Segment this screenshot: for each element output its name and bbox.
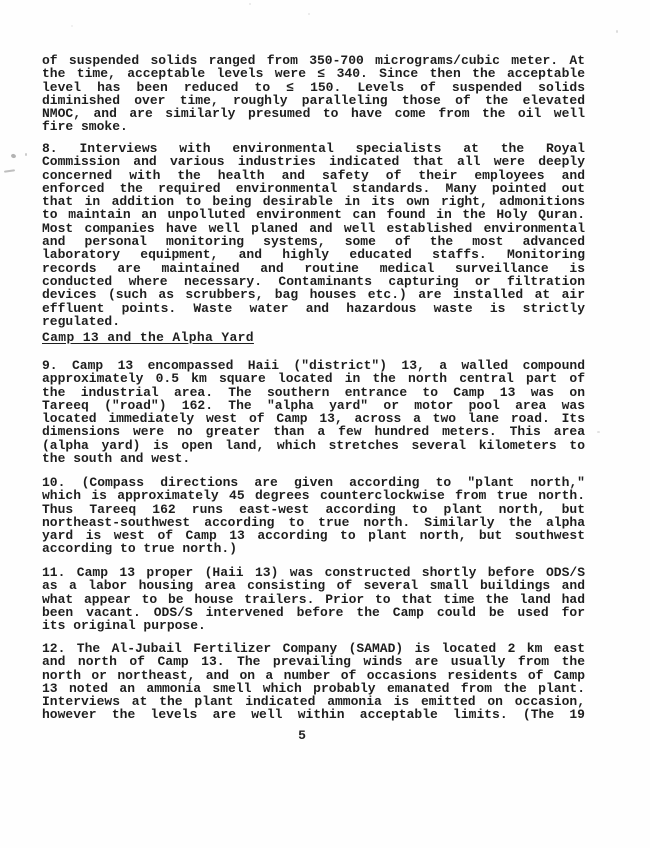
text-line: Thus Tareeq 162 runs east-west according to plant north, but	[42, 501, 585, 517]
text-line: 8. Interviews with environmental specialists at the Royal	[42, 141, 585, 156]
paragraph-8-interviews	[42, 142, 585, 328]
text-line: its original purpose.	[42, 618, 206, 634]
text-line: which is approximately 45 degrees counterclockwise from true north.	[42, 488, 585, 504]
section-heading: Camp 13 and the Alpha Yard	[42, 330, 254, 345]
scan-artifact	[249, 3, 251, 5]
text-line: and north of Camp 13. The prevailing winds are usually from the	[42, 654, 585, 670]
text-line: 9. Camp 13 encompassed Haii ("district") 13, a walled compound	[42, 358, 585, 373]
text-line: according to true north.)	[42, 541, 238, 557]
text-line: been vacant. ODS/S intervened before the Camp could be used for	[42, 604, 585, 620]
text-line: Commission and various industries indicated that all were deeply	[42, 154, 585, 170]
paragraph-10-compass	[42, 476, 585, 556]
paragraph-12-fertilizer	[42, 642, 585, 722]
scan-artifact	[4, 169, 15, 173]
scan-artifact	[25, 153, 27, 156]
text-line: records are maintained and routine medical surveillance is	[42, 260, 585, 276]
text-line: the time, acceptable levels were ≤ 340. Since then the acceptable	[42, 66, 585, 82]
text-line: laboratory equipment, and highly educated staffs. Monitoring	[42, 247, 585, 263]
text-line: northeast-southwest according to true north. Similarly the alpha	[42, 514, 585, 530]
text-line: that in addition to being desirable in its own right, admonitions	[42, 194, 585, 210]
text-line: however the levels are well within acceptable limits. (The 19	[42, 707, 585, 723]
scan-artifact	[308, 13, 310, 15]
text-line: Interviews at the plant indicated ammonia is emitted on occasion,	[42, 694, 585, 710]
scan-artifact	[597, 431, 600, 433]
text-line: and personal monitoring systems, some of the most advanced	[42, 234, 585, 250]
scan-artifact	[10, 153, 16, 158]
text-line: located immediately west of Camp 13, across a two lane road. Its	[42, 411, 585, 427]
page-number: 5	[298, 728, 306, 743]
text-line: regulated.	[42, 313, 121, 329]
text-line: 13 noted an ammonia smell which probably emanated from the plant.	[42, 680, 585, 696]
text-line: to maintain an unpolluted environment can found in the Holy Quran.	[42, 207, 585, 223]
text-line: 12. The Al-Jubail Fertilizer Company (SAMAD) is located 2 km east	[42, 641, 585, 656]
text-line: effluent points. Waste water and hazardous waste is strictly	[42, 300, 585, 316]
scan-artifact	[71, 25, 73, 27]
text-line: the industrial area. The southern entrance to Camp 13 was on	[42, 384, 585, 400]
text-line: enforced the required environmental standards. Many pointed out	[42, 180, 585, 196]
text-line: (alpha yard) is open land, which stretches several kilometers to	[42, 437, 585, 453]
text-line: NMOC, and are similarly presumed to have come from the oil well	[42, 106, 585, 122]
text-line: approximately 0.5 km square located in the north central part of	[42, 371, 585, 387]
paragraph-9-camp13	[42, 359, 585, 465]
text-line: as a labor housing area consisting of several small buildings and	[42, 578, 585, 594]
paragraph-11-camp13-proper	[42, 566, 585, 632]
text-line: Tareeq ("road") 162. The "alpha yard" or motor pool area was	[42, 397, 585, 413]
scan-artifact	[616, 30, 618, 33]
text-line: what appear to be house trailers. Prior to that time the land had	[42, 591, 585, 607]
text-line: north or northeast, and on a number of occasions residents of Camp	[42, 667, 585, 683]
text-line: dimensions were no greater than a few hundred meters. This area	[42, 424, 585, 440]
text-line: devices (such as scrubbers, bag houses etc.) are installed at air	[42, 287, 585, 303]
text-line: diminished over time, roughly paralleling those of the elevated	[42, 92, 585, 108]
text-line: fire smoke.	[42, 119, 128, 135]
text-line: the south and west.	[42, 451, 191, 467]
text-line: yard is west of Camp 13 according to plant north, but southwest	[42, 528, 585, 544]
text-line: Most companies have well planed and well established environmental	[42, 220, 585, 236]
paragraph-suspended-solids	[42, 54, 585, 134]
text-line: level has been reduced to ≤ 150. Levels of suspended solids	[42, 79, 585, 95]
text-line: concerned with the health and safety of their employees and	[42, 167, 585, 183]
text-line: of suspended solids ranged from 350-700 micrograms/cubic meter. At	[42, 53, 585, 68]
text-line: 11. Camp 13 proper (Haii 13) was constructed shortly before ODS/S	[42, 565, 585, 580]
text-line: conducted where necessary. Contaminants capturing or filtration	[42, 273, 585, 289]
text-line: 10. (Compass directions are given according to "plant north,"	[42, 475, 585, 490]
